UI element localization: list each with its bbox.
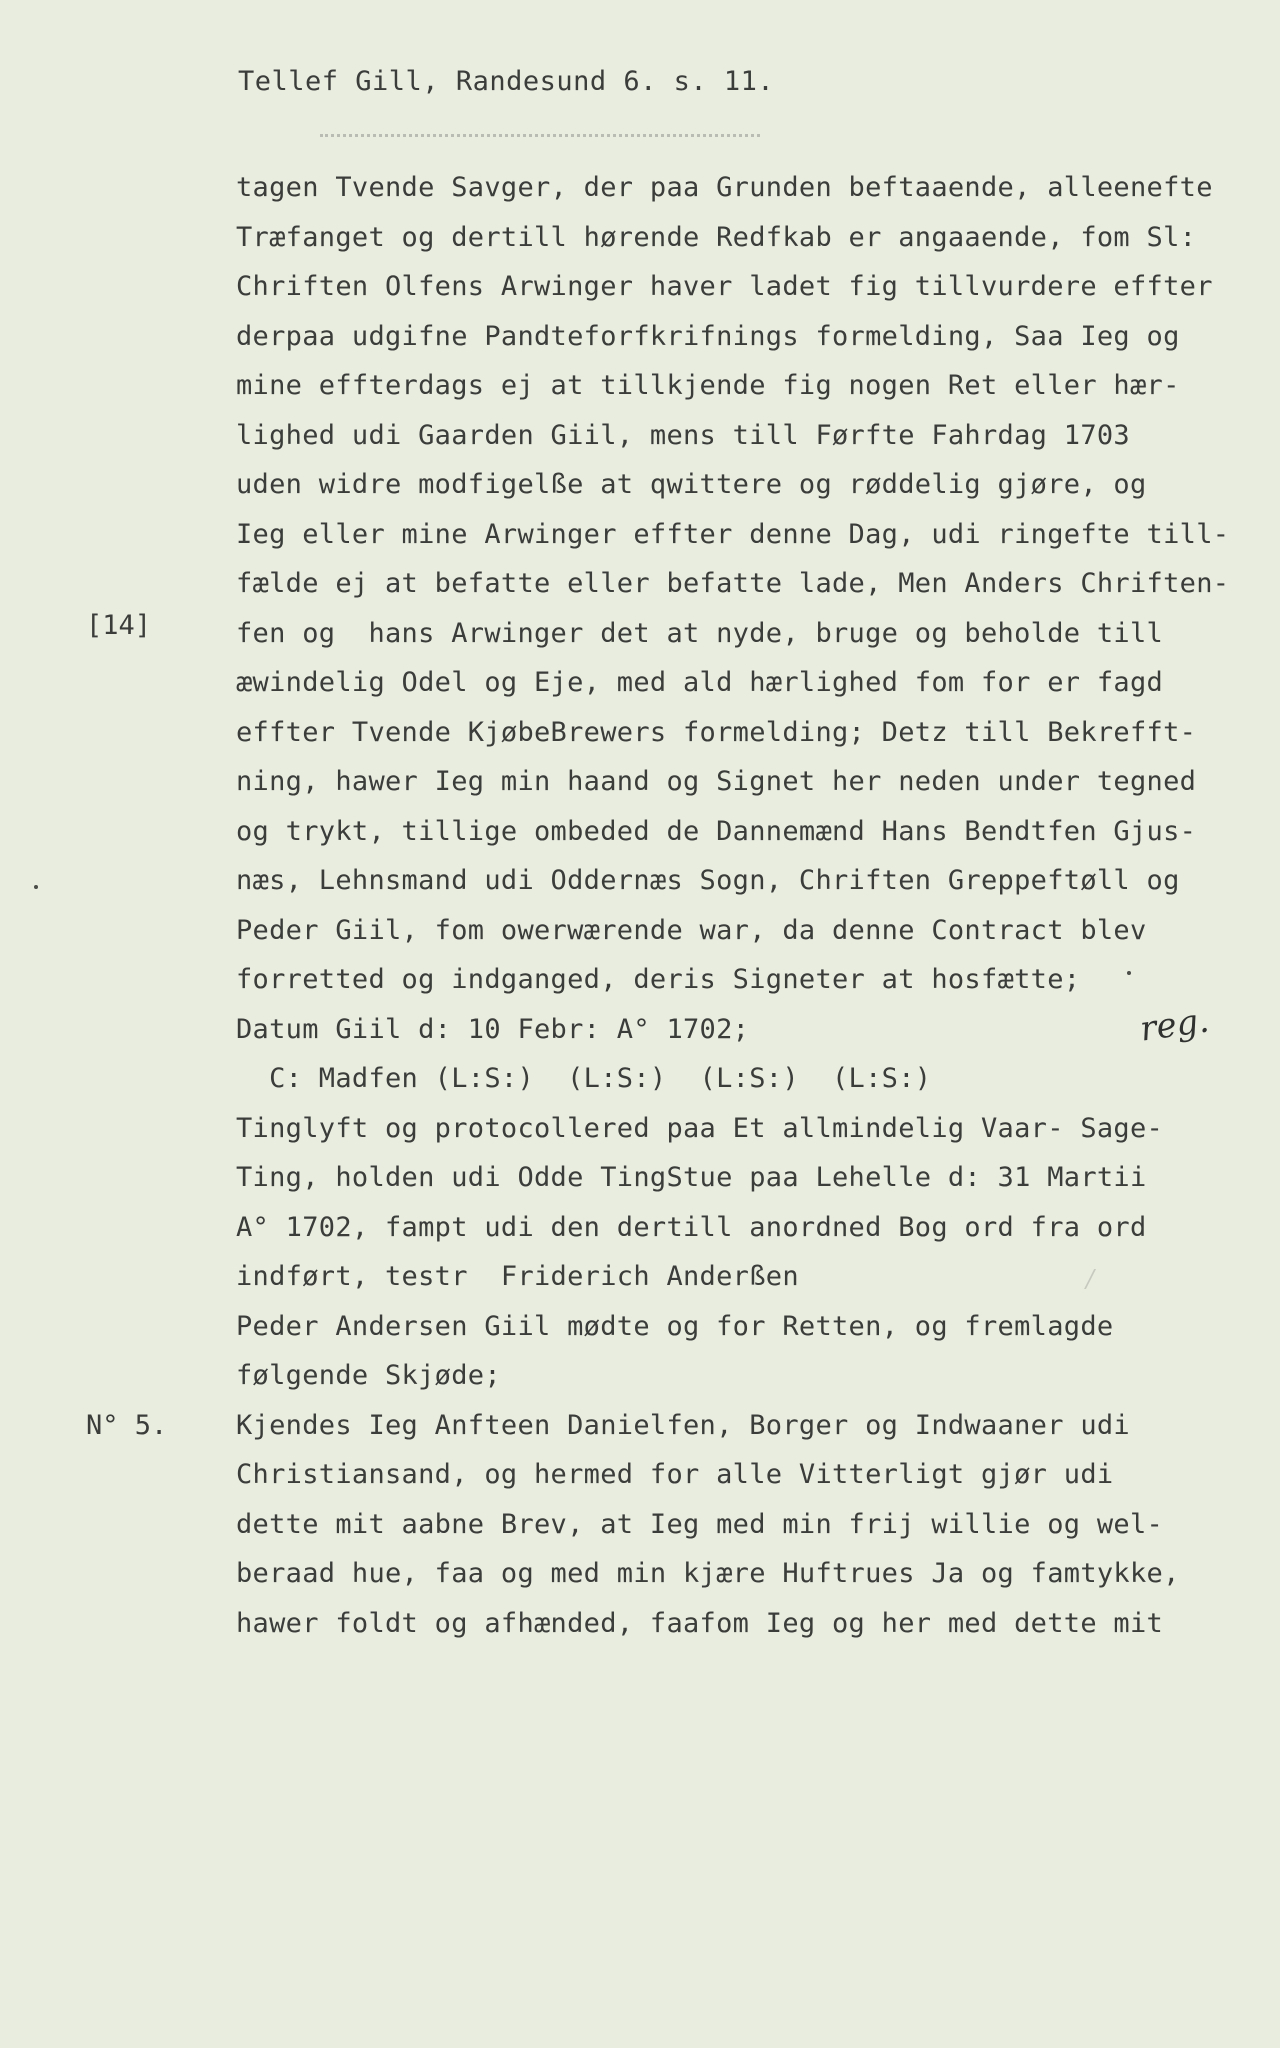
ink-dot bbox=[34, 885, 38, 889]
text-line: Christiansand, og hermed for alle Vitterligt gjør udi bbox=[236, 1459, 1114, 1490]
text-line: og trykt, tillige ombeded de Dannemænd Hans Bendtfen Gjus- bbox=[236, 815, 1197, 847]
text-line: dette mit aabne Brev, at Ieg med min frij willie og wel- bbox=[236, 1508, 1164, 1540]
text-line: Tinglyft og protocollered paa Et allmindelig Vaar- Sage- bbox=[236, 1112, 1164, 1144]
margin-entry-number: N° 5. bbox=[86, 1410, 168, 1441]
text-line: uden widre modfigelße at qwittere og røddelig gjøre, og bbox=[236, 469, 1147, 500]
text-line: lighed udi Gaarden Giil, mens till Førfte Fahrdag 1703 bbox=[236, 419, 1130, 451]
text-line: Peder Giil, fom owerwærende war, da denne Contract blev bbox=[236, 914, 1147, 946]
text-line: tagen Tvende Savger, der paa Grunden beftaaende, alleenefte bbox=[236, 172, 1213, 203]
text-line: æwindelig Odel og Eje, med ald hærlighed fom for er fagd bbox=[236, 667, 1164, 698]
text-line: Kjendes Ieg Anfteen Danielfen, Borger og Indwaaner udi bbox=[236, 1409, 1130, 1441]
text-line: Peder Andersen Giil mødte og for Retten, og fremlagde bbox=[236, 1310, 1114, 1342]
text-line: fen og hans Arwinger det at nyde, bruge og beholde till bbox=[236, 617, 1164, 649]
text-line: A° 1702, fampt udi den dertill anordned Bog ord fra ord bbox=[236, 1211, 1147, 1243]
text-line: indført, testr Friderich Anderßen bbox=[236, 1261, 799, 1292]
text-line: Chriften Olfens Arwinger haver ladet fig tillvurdere effter bbox=[236, 271, 1213, 302]
text-line: næs, Lehnsmand udi Oddernæs Sogn, Chriften Greppeftøll og bbox=[236, 865, 1180, 896]
text-line: fælde ej at befatte eller befatte lade, Men Anders Chriften- bbox=[236, 568, 1230, 599]
text-line: Ting, holden udi Odde TingStue paa Lehelle d: 31 Martii bbox=[236, 1162, 1147, 1193]
text-line: Datum Giil d: 10 Febr: A° 1702; bbox=[236, 1013, 750, 1045]
text-line: forretted og indganged, deris Signeter at hosfætte; bbox=[236, 964, 1081, 995]
text-line: hawer foldt og afhænded, faafom Ieg og her med dette mit bbox=[236, 1607, 1164, 1639]
text-line: ning, hawer Ieg min haand og Signet her neden under tegned bbox=[236, 766, 1197, 797]
faded-line bbox=[320, 134, 760, 143]
margin-page-ref: [14] bbox=[86, 610, 152, 641]
text-line: Træfanget og dertill hørende Redfkab er angaaende, fom Sl: bbox=[236, 221, 1197, 253]
ink-dot bbox=[1127, 971, 1131, 975]
page-header: Tellef Gill, Randesund 6. s. 11. bbox=[238, 66, 775, 97]
faint-pencil-mark: / bbox=[1086, 1265, 1095, 1293]
text-line: C: Madfen (L:S:) (L:S:) (L:S:) (L:S:) bbox=[236, 1063, 932, 1094]
text-line: mine effterdags ej at tillkjende fig nogen Ret eller hær- bbox=[236, 370, 1180, 401]
text-line: effter Tvende KjøbeBrewers formelding; Detz till Bekrefft- bbox=[236, 716, 1197, 748]
text-line: derpaa udgifne Pandteforfkrifnings formelding, Saa Ieg og bbox=[236, 320, 1180, 352]
text-line: beraad hue, faa og med min kjære Huftrues Ja og famtykke, bbox=[236, 1558, 1180, 1589]
handwritten-reg-mark: reg. bbox=[1137, 1000, 1212, 1050]
text-line: følgende Skjøde; bbox=[236, 1360, 501, 1391]
text-line: Ieg eller mine Arwinger effter denne Dag, udi ringefte till- bbox=[236, 518, 1230, 550]
